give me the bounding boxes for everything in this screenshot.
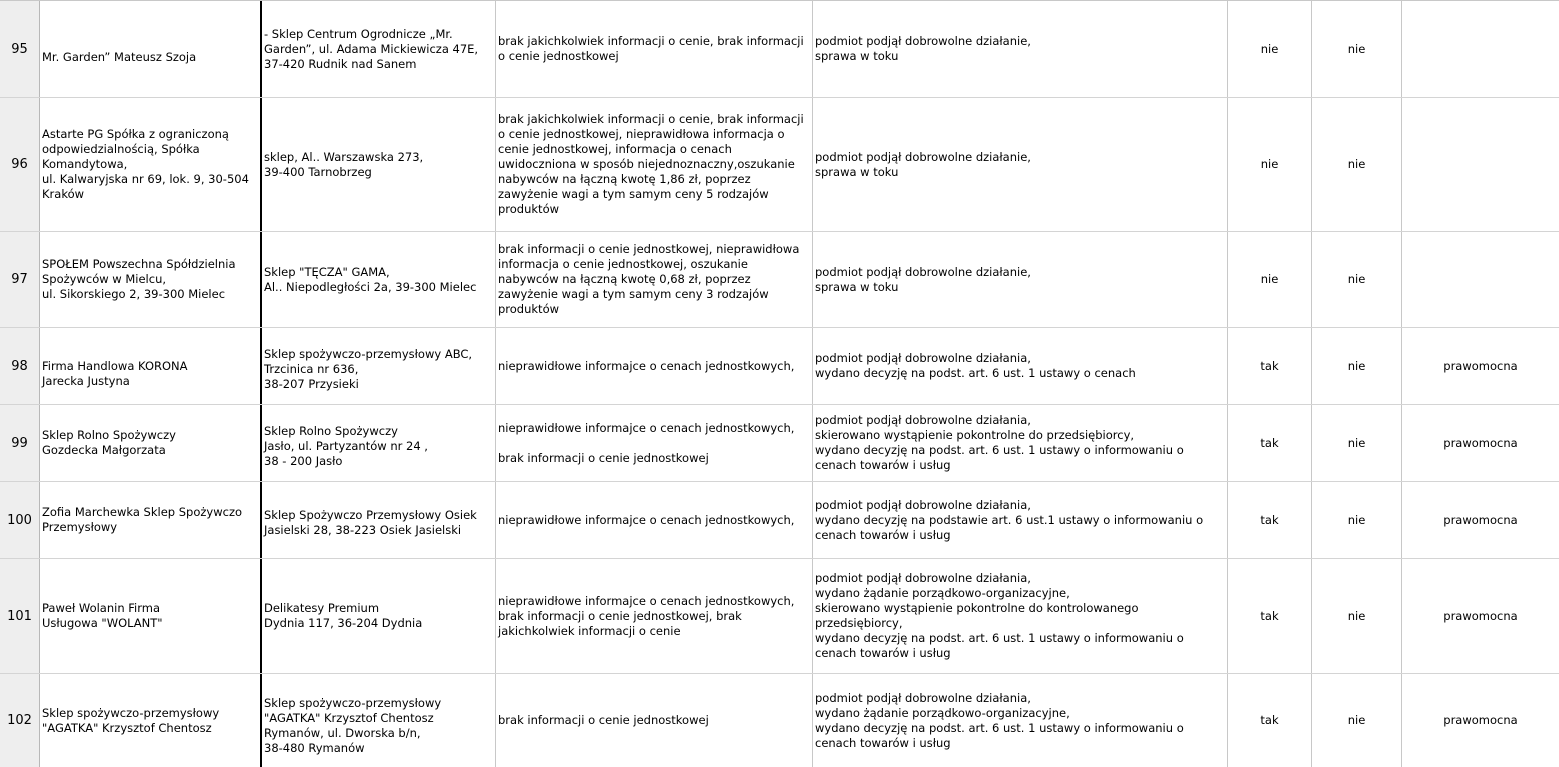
row-number[interactable]: 97 <box>0 232 40 327</box>
shop-cell[interactable]: Delikatesy Premium Dydnia 117, 36-204 Dydnia <box>262 559 496 673</box>
firm-cell[interactable]: Zofia Marchewka Sklep Spożywczo Przemysłowy <box>40 482 262 558</box>
actions-cell[interactable]: podmiot podjął dobrowolne działania, wydano żądanie porządkowo-organizacyjne, wydano decyzję na podst. art. 6 ust. 1 ustawy o informowaniu o cenach towarów i usług <box>813 674 1228 767</box>
row-number[interactable]: 96 <box>0 98 40 231</box>
actions-cell[interactable]: podmiot podjął dobrowolne działanie, sprawa w toku <box>813 1 1228 97</box>
actions-cell[interactable]: podmiot podjął dobrowolne działania, skierowano wystąpienie pokontrolne do przedsiębiorcy, wydano decyzję na podst. art. 6 ust. 1 ustawy o informowaniu o cenach towarów i usług <box>813 405 1228 481</box>
row-number[interactable]: 100 <box>0 482 40 558</box>
table-row[interactable] <box>0 98 1559 232</box>
final-status-cell[interactable] <box>1402 232 1559 327</box>
actions-cell[interactable]: podmiot podjął dobrowolne działania, wydano decyzję na podstawie art. 6 ust.1 ustawy o informowaniu o cenach towarów i usług <box>813 482 1228 558</box>
decision-cell[interactable]: tak <box>1228 559 1312 673</box>
irregularities-cell[interactable]: brak jakichkolwiek informacji o cenie, brak informacji o cenie jednostkowej, nieprawidłowa informacja o cenie jednostkowej, informacja o cenach uwidoczniona w sposób niejednoznaczny,oszukanie nabywców na łączną kwotę 1,86 zł, poprzez zawyżenie wagi a tym samym ceny 5 rodzajów produktów <box>496 98 813 231</box>
decision-cell[interactable]: nie <box>1228 98 1312 231</box>
irregularities-cell[interactable]: nieprawidłowe informajce o cenach jednostkowych, <box>496 328 813 404</box>
row-number[interactable]: 101 <box>0 559 40 673</box>
final-status-cell[interactable]: prawomocna <box>1443 713 1518 727</box>
decision-cell[interactable]: tak <box>1228 482 1312 558</box>
row-number[interactable]: 99 <box>0 405 40 481</box>
final-status-cell[interactable]: prawomocna <box>1443 358 1518 373</box>
actions-cell[interactable]: podmiot podjął dobrowolne działania, wydano żądanie porządkowo-organizacyjne, skierowano wystąpienie pokontrolne do kontrolowanego przedsiębiorcy, wydano decyzję na podst. art. 6 ust. 1 ustawy o informowaniu o cenach towarów i usług <box>813 559 1228 673</box>
firm-cell[interactable]: Firma Handlowa KORONA Jarecka Justyna <box>40 328 262 404</box>
decision-cell[interactable]: nie <box>1228 232 1312 327</box>
irregularities-cell[interactable]: nieprawidłowe informajce o cenach jednostkowych, brak informacji o cenie jednostkowej <box>496 405 813 481</box>
shop-cell[interactable]: Sklep spożywczo-przemysłowy ABC, Trzcinica nr 636, 38-207 Przysieki <box>262 328 496 404</box>
shop-cell[interactable]: Sklep Spożywczo Przemysłowy Osiek Jasielski 28, 38-223 Osiek Jasielski <box>262 482 496 558</box>
irregularities-cell[interactable]: brak jakichkolwiek informacji o cenie, brak informacji o cenie jednostkowej <box>496 1 813 97</box>
decision-cell[interactable]: tak <box>1228 405 1312 481</box>
fine-cell[interactable]: nie <box>1312 559 1402 673</box>
irregularities-cell[interactable]: nieprawidłowe informajce o cenach jednostkowych, brak informacji o cenie jednostkowej, brak jakichkolwiek informacji o cenie <box>496 559 813 673</box>
irregularities-cell[interactable]: brak informacji o cenie jednostkowej <box>496 674 813 767</box>
firm-cell[interactable]: Sklep Rolno Spożywczy Gozdecka Małgorzata <box>40 405 262 481</box>
shop-cell[interactable]: - Sklep Centrum Ogrodnicze „Mr. Garden”, ul. Adama Mickiewicza 47E, 37-420 Rudnik nad Sanem <box>262 1 496 97</box>
row-number[interactable]: 102 <box>0 674 40 767</box>
shop-cell[interactable]: sklep, Al.. Warszawska 273, 39-400 Tarnobrzeg <box>262 98 496 231</box>
actions-cell[interactable]: podmiot podjął dobrowolne działanie, sprawa w toku <box>813 98 1228 231</box>
table-row[interactable] <box>0 482 1559 559</box>
shop-cell[interactable]: Sklep spożywczo-przemysłowy "AGATKA" Krzysztof Chentosz Rymanów, ul. Dworska b/n, 38-480 Rymanów <box>262 674 496 767</box>
table-row[interactable] <box>0 405 1559 482</box>
actions-cell[interactable]: podmiot podjął dobrowolne działanie, sprawa w toku <box>813 232 1228 327</box>
fine-cell[interactable]: nie <box>1312 328 1402 404</box>
irregularities-cell[interactable]: nieprawidłowe informajce o cenach jednostkowych, <box>496 482 813 558</box>
firm-cell[interactable]: Astarte PG Spółka z ograniczoną odpowiedzialnością, Spółka Komandytowa, ul. Kalwaryjska nr 69, lok. 9, 30-504 Kraków <box>40 98 262 231</box>
decision-cell[interactable]: tak <box>1228 328 1312 404</box>
fine-cell[interactable]: nie <box>1312 674 1402 767</box>
fine-cell[interactable]: nie <box>1312 98 1402 231</box>
row-number[interactable]: 98 <box>0 328 40 404</box>
firm-cell[interactable]: Paweł Wolanin Firma Usługowa "WOLANT" <box>40 559 262 673</box>
fine-cell[interactable]: nie <box>1312 482 1402 558</box>
firm-cell[interactable]: Sklep spożywczo-przemysłowy "AGATKA" Krzysztof Chentosz <box>40 674 262 767</box>
decision-cell[interactable]: tak <box>1228 674 1312 767</box>
decision-cell[interactable]: nie <box>1228 1 1312 97</box>
fine-cell[interactable]: nie <box>1312 232 1402 327</box>
shop-cell[interactable]: Sklep "TĘCZA" GAMA, Al.. Niepodległości 2a, 39-300 Mielec <box>262 232 496 327</box>
irregularities-cell[interactable]: brak informacji o cenie jednostkowej, nieprawidłowa informacja o cenie jednostkowej, oszukanie nabywców na łączną kwotę 0,68 zł, poprzez zawyżenie wagi a tym samym ceny 3 rodzajów produktów <box>496 232 813 327</box>
final-status-cell[interactable] <box>1402 1 1559 97</box>
final-status-cell[interactable]: prawomocna <box>1443 435 1518 450</box>
final-status-cell[interactable] <box>1402 98 1559 231</box>
firm-cell[interactable]: SPOŁEM Powszechna Spółdzielnia Spożywców w Mielcu, ul. Sikorskiego 2, 39-300 Mielec <box>40 232 262 327</box>
final-status-cell[interactable]: prawomocna <box>1443 512 1518 527</box>
fine-cell[interactable]: nie <box>1312 405 1402 481</box>
table-row[interactable] <box>0 232 1559 328</box>
final-status-cell[interactable]: prawomocna <box>1443 608 1518 623</box>
shop-cell[interactable]: Sklep Rolno Spożywczy Jasło, ul. Partyzantów nr 24 , 38 - 200 Jasło <box>262 405 496 481</box>
actions-cell[interactable]: podmiot podjął dobrowolne działania, wydano decyzję na podst. art. 6 ust. 1 ustawy o cenach <box>813 328 1228 404</box>
row-number[interactable]: 95 <box>0 1 40 97</box>
table-row[interactable] <box>0 328 1559 405</box>
table-row[interactable] <box>0 1 1559 98</box>
firm-cell[interactable]: Mr. Garden” Mateusz Szoja <box>40 1 262 97</box>
table-row[interactable] <box>0 674 1559 767</box>
fine-cell[interactable]: nie <box>1312 1 1402 97</box>
table-row[interactable] <box>0 559 1559 674</box>
